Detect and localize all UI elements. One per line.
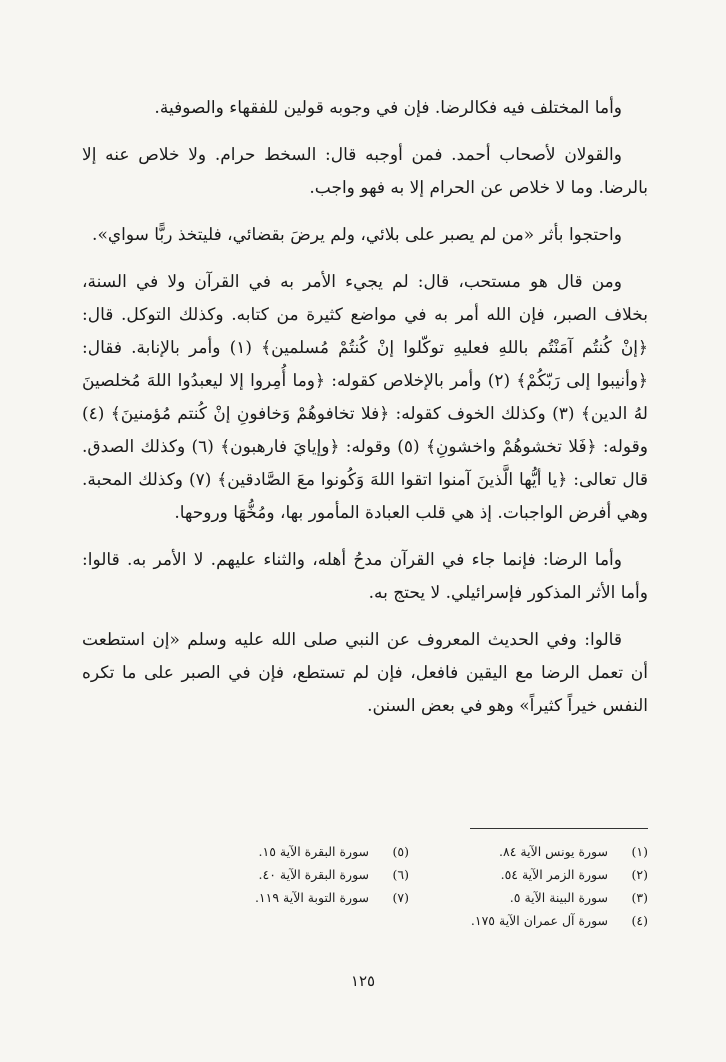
footnote-text: سورة الزمر الآية ٥٤. — [500, 867, 608, 882]
footnote-number: (٢) — [631, 867, 648, 882]
footnote-text: سورة البينة الآية ٥. — [509, 890, 608, 905]
footnote-number: (٤) — [631, 913, 648, 928]
page-body — [82, 92, 648, 737]
footnote — [200, 863, 409, 886]
footnote — [439, 909, 648, 932]
footnote — [200, 886, 409, 909]
footnote — [200, 840, 409, 863]
paragraph: وأما المختلف فيه فكالرضا. فإن في وجوبه قولين للفقهاء والصوفية. — [154, 98, 622, 118]
footnote-number: (٣) — [631, 890, 648, 905]
footnote-number: (١) — [631, 844, 648, 859]
page-number: ١٢٥ — [350, 972, 376, 990]
footnote-number: (٦) — [392, 867, 409, 882]
footnote-text: سورة يونس الآية ٨٤. — [499, 844, 608, 859]
footnote-text: سورة التوبة الآية ١١٩. — [254, 890, 369, 905]
paragraph: واحتجوا بأثر «من لم يصبر على بلائي، ولم يرضَ بقضائي، فليتخذ ربًّا سواي». — [92, 225, 622, 245]
footnote — [439, 886, 648, 909]
paragraph: قالوا: وفي الحديث المعروف عن النبي صلى الله عليه وسلم «إن استطعت أن تعمل الرضا مع اليقين فافعل، فإن لم تستطع، فإن في الصبر على ما تكره النفس خيراً كثيراً» وهو في بعض السنن. — [82, 630, 648, 716]
footnote-number: (٥) — [392, 844, 409, 859]
footnote-text: سورة البقرة الآية ١٥. — [258, 844, 369, 859]
footnote-number: (٧) — [392, 890, 409, 905]
paragraph: وأما الرضا: فإنما جاء في القرآن مدحُ أهله، والثناء عليهم. لا الأمر به. قالوا: وأما الأثر المذكور فإسرائيلي. لا يحتج به. — [82, 550, 648, 603]
footnotes — [200, 840, 648, 932]
footnote-text: سورة آل عمران الآية ١٧٥. — [470, 913, 608, 928]
paragraph: ومن قال هو مستحب، قال: لم يجيء الأمر به في القرآن ولا في السنة، بخلاف الصبر، فإن الله أمر به في مواضع كثيرة من كتابه. وكذلك التوكل. قال: ﴿إنْ كُنتُم آمَنْتُم باللهِ فعليهِ توكّلوا إنْ كُنتُمْ مُسلمين﴾ (١) وأمر بالإنابة. فقال: ﴿وأنيبوا إلى رَبّكُمْ﴾ (٢) وأمر بالإخلاص كقوله: ﴿وما أُمِروا إلا ليعبدُوا اللهَ مُخلصينَ لهُ الدين﴾ (٣) وكذلك الخوف كقوله: ﴿فلا تخافوهُمْ وَخافونِ إنْ كُنتم مُؤمنينَ﴾ (٤) وقوله: ﴿فَلا تخشوهُمْ واخشونِ﴾ (٥) وقوله: ﴿وإيايَ فارهبون﴾ (٦) وكذلك الصدق. قال تعالى: ﴿يا أيُّها الَّذينَ آمنوا اتقوا اللهَ وَكُونوا معَ الصَّادقين﴾ (٧) وكذلك المحبة. وهي أفرض الواجبات. إذ هي قلب العبادة المأمور بها، ومُخُّهَا وروحها. — [82, 272, 648, 523]
paragraph: والقولان لأصحاب أحمد. فمن أوجبه قال: السخط حرام. ولا خلاص عنه إلا بالرضا. وما لا خلاص عن الحرام إلا به فهو واجب. — [82, 145, 648, 198]
footnote — [439, 840, 648, 863]
footnote-text: سورة البقرة الآية ٤٠. — [258, 867, 369, 882]
footnote-divider — [470, 828, 648, 829]
footnote — [439, 863, 648, 886]
